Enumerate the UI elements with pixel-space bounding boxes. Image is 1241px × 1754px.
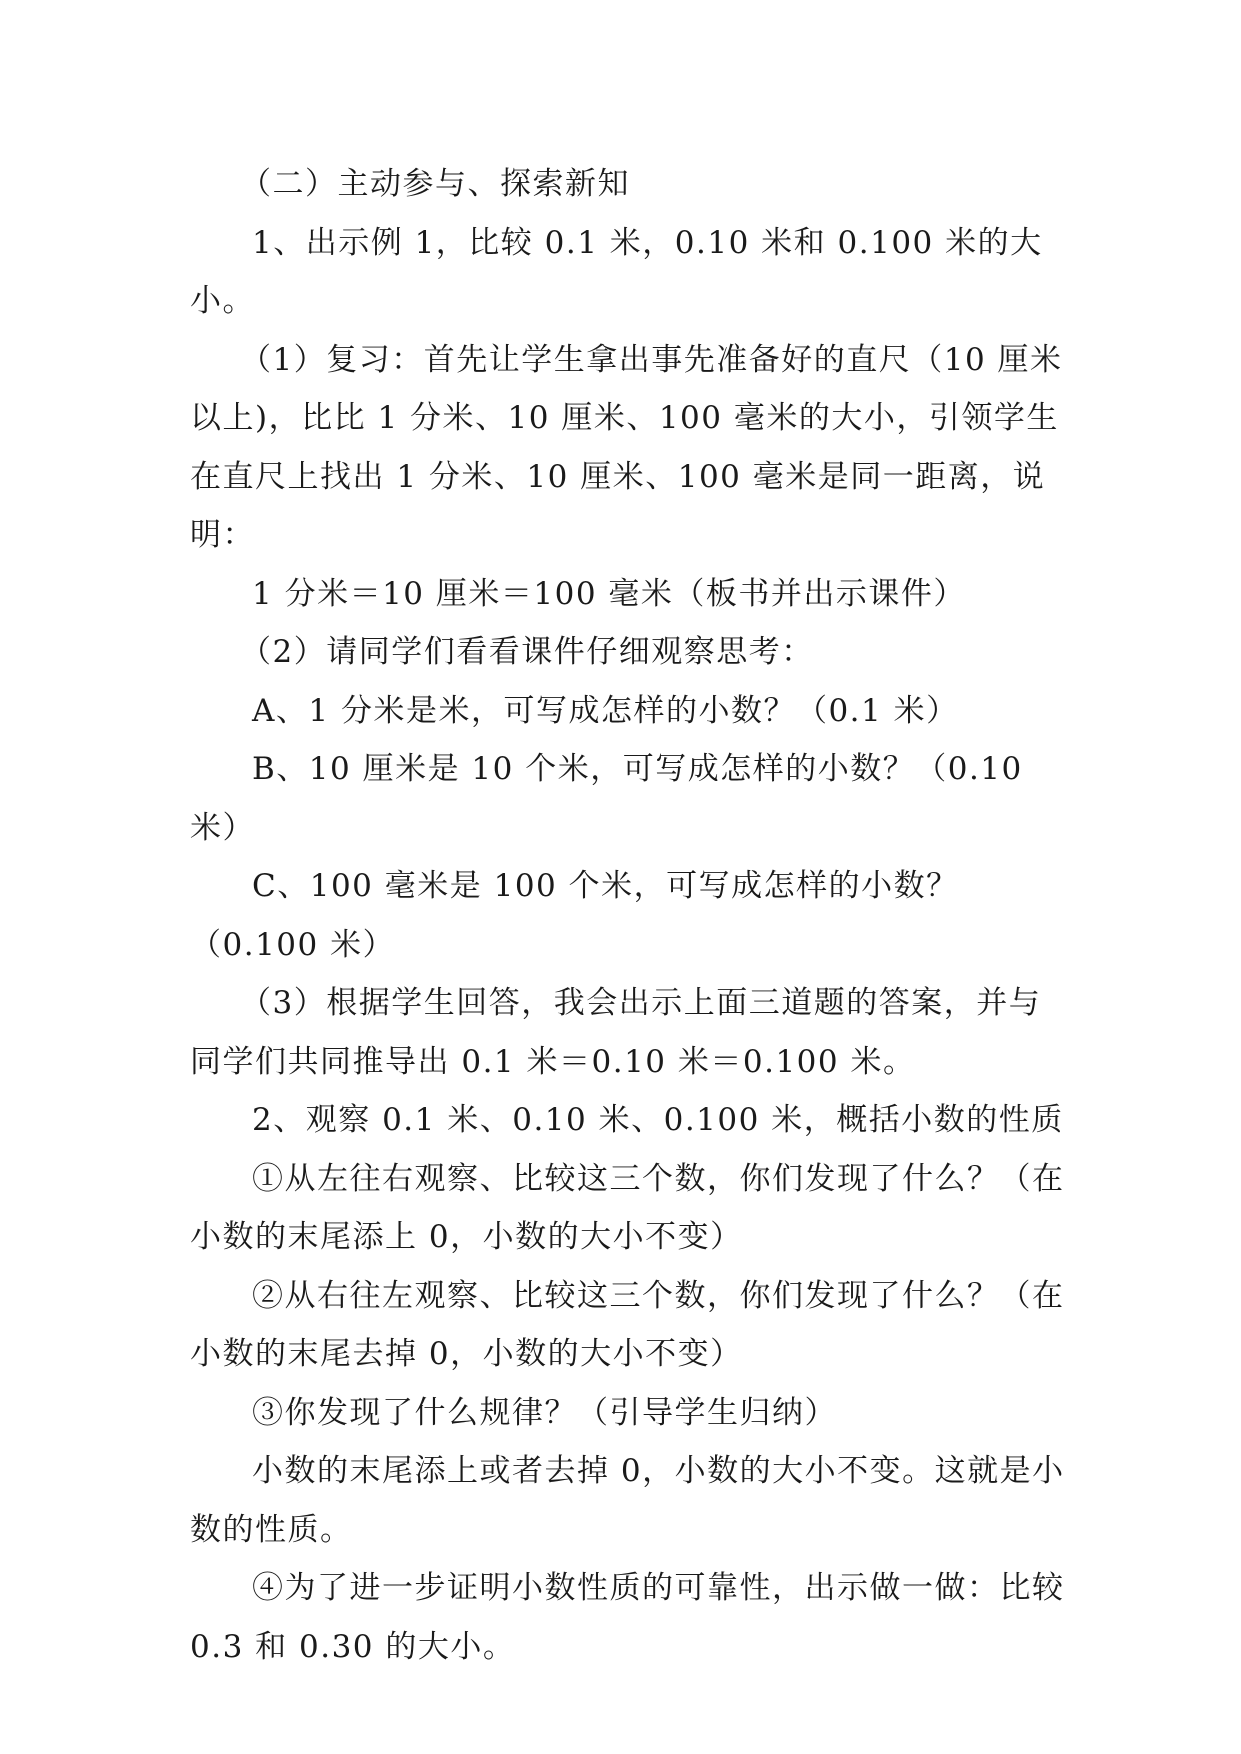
paragraph-rule-question: ③你发现了什么规律？（引导学生归纳） xyxy=(252,1394,837,1431)
paragraph-right-to-left: ②从右往左观察、比较这三个数，你们发现了什么？（在小数的末尾去掉 0，小数的大小不变） xyxy=(190,1277,1065,1372)
paragraph-practice: ④为了进一步证明小数性质的可靠性，出示做一做：比较 0.3 和 0.30 的大小。 xyxy=(190,1570,1065,1665)
document-body xyxy=(190,155,1070,1676)
paragraph-equation: 1 分米＝10 厘米＝100 毫米（板书并出示课件） xyxy=(252,575,966,612)
paragraph-property-statement: 小数的末尾添上或者去掉 0，小数的大小不变。这就是小数的性质。 xyxy=(190,1453,1065,1548)
paragraph-question-c: C、100 毫米是 100 个米，可写成怎样的小数？（0.100 米） xyxy=(190,868,959,963)
paragraph-question-b: B、10 厘米是 10 个米，可写成怎样的小数？（0.10 米） xyxy=(190,751,1023,846)
paragraph-observe: （2）请同学们看看课件仔细观察思考： xyxy=(240,634,814,670)
paragraph-derive: （3）根据学生回答，我会出示上面三道题的答案，并与同学们共同推导出 0.1 米＝0.10 米＝0.100 米。 xyxy=(190,985,1042,1080)
paragraph-review: （1）复习：首先让学生拿出事先准备好的直尺（10 厘米以上)，比比 1 分米、10 厘米、100 毫米的大小，引领学生在直尺上找出 1 分米、10 厘米、100 毫米是同一距离，说明： xyxy=(190,341,1063,553)
paragraph-example-1: 1、出示例 1，比较 0.1 米，0.10 米和 0.100 米的大小。 xyxy=(190,224,1043,319)
paragraph-left-to-right: ①从左往右观察、比较这三个数，你们发现了什么？（在小数的末尾添上 0，小数的大小不变） xyxy=(190,1160,1065,1255)
paragraph-question-a: A、1 分米是米，可写成怎样的小数？（0.1 米） xyxy=(252,692,959,729)
paragraph-property-heading: 2、观察 0.1 米、0.10 米、0.100 米，概括小数的性质 xyxy=(252,1102,1064,1138)
section-heading: （二）主动参与、探索新知 xyxy=(240,166,630,202)
